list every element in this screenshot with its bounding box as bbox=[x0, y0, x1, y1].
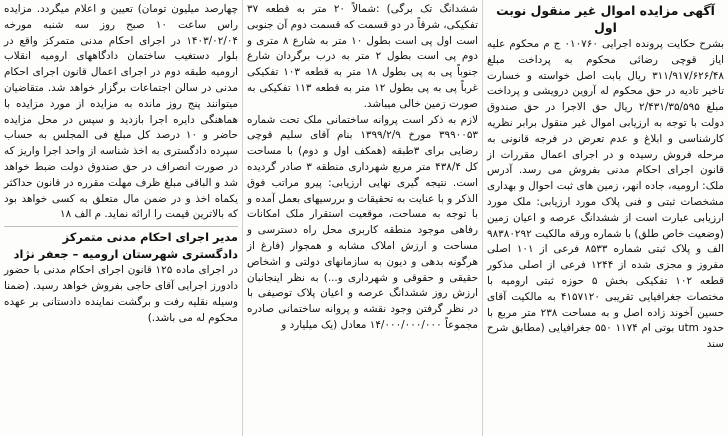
notice-column-right bbox=[483, 0, 728, 436]
notice-paragraph-valuation: لازم به ذکر است پروانه ساختمانی ملک تحت شماره ۳۹۹۰۰۵۳ مورخ ۱۳۹۹/۲/۹ بنام آقای سلیم قوچی رضایی برای ۳طبقه (همکف اول و دوم) با مساحت کل ۴۳۸/۴ متر مربع شهرداری منطقه ۳ صادر گردیده است. نتیجه گیری نهایی ارزیابی: پیرو مراتب فوق الذکر و با عنایت به تحقیقات و بررسیهای بعمل آمده و با توجه به مساحت، موقعیت استقرار ملک امکانات رفاهی موجود منطقه کاربری محل راه دسترسی و مساحت و ارزش املاک مشابه و همجوار (فارغ از هرگونه بدهی و دیون به سازمانهای دولتی و اشخاص حقیقی و حقوقی و شهرداری و...) به نظر اینجانبان ارزش روز ششدانگ عرصه و اعیان پلاک توصیفی با در نظر گرفتن وجود نقشه و پروانه ساختمانی صادره مجموعاً ۱۴/۰۰۰/۰۰۰/۰۰۰ معادل (یک میلیارد و bbox=[247, 113, 479, 331]
notice-column-middle bbox=[243, 0, 483, 436]
notice-paragraph-boundaries: ششدانگ تک برگی) :شمالاً ۲۰ متر به قطعه ۳۷ تفکیکی، شرقاً در دو قسمت که قسمت دوم آن جنوبی است اول پی است بطول ۱۰ متر به شارع ۸ متری و دوم پی است بطول ۲ متر به درب برگردان شارع جنوباً پی به پی بطول ۱۸ متر به قطعه ۱۰۳ تفکیکی غرباً پی به پی بطول ۱۲ متر به قطعه ۱۱۳ تفکیکی به صورت زمین خالی میباشد. bbox=[247, 3, 478, 110]
notice-paragraph-1: بشرح حکایت پرونده اجرایی ۰۱۰۷۶۰ ج م محکوم علیه ایاز قوچی رضائی محکوم به پرداخت مبلغ ۳۱۱/۹۱۷/۶۲۶/۴۸ ریال بابت اصل خواسته و خسارت تاخیر تادیه در حق محکوم له آروین درویشی و پرداخت مبلغ ۲/۴۳۱/۳۵/۵۹۵ ریال حق الاجرا در حق صندوق دولت با توجه به ارزیابی اموال غیر منقول برابر نظریه کارشناسی و ابلاغ و عدم تعرض در فرجه قانونی به مرحله فروش رسیده و در اجرای اعمال مقررات از قانون اجرای احکام مدنی بفروش می رسد. آدرس ملک: ارومیه، جاده انهر، زمین های ثبت احوال و بهداری مشخصات ثبتی و فنی پلاک مورد ارزیابی: ملک مورد ارزیابی عبارت است از ششدانگ عرصه و اعیان زمین (وضعیت خاص طلق) با شماره ورقه مالکیت ۹۸۳۸۰۲۹۲ الف و پلاک ثبتی شماره ۸۵۳۳ فرعی از ۱۰۱ اصلی مفروز و مجزی شده از ۱۲۴۴ فرعی از اصلی مذکور قطعه ۱۰۲ تفکیکی بخش ۵ حوزه ثبتی ارومیه با مختصات جغرافیایی تقریبی ۴۱۵۷۱۲۰ به مالکیت آقای حسین آخوند زاده اصل و به مساحت ۲۳۸ متر مربع با حدود utm بوتی ام ۱۱۷۴ ۵۵۰ جغرافیایی (مطابق شرح سند bbox=[487, 38, 725, 351]
notice-title: آگهی مزایده اموال غیر منقول نوبت اول bbox=[496, 3, 715, 35]
notice-paragraph-auction-terms: چهارصد میلیون تومان) تعیین و اعلام میگردد. مزایده راس ساعت ۱۰ صبح روز سه شنبه مورخه ۱۴۰۳/۰۲/۰۴ در اجرای احکام مدنی متمرکز واقع در بلوار دستغیب ساختمان دادگاههای ارومیه انقلاب ارومیه طبقه دوم در اجرای اعمال قانون اجرای احکام مدنی در سالن اجتماعات برگزار خواهد شد. متقاضیان میتوانند پنج روز مانده به مزایده از مورد مزایده با هماهنگی دایره اجرا بازدید و سپس در محل مزایده حاضر و ۱۰ درصد کل مبلغ فی المجلس به حساب سپرده دادگستری به اخذ شناسه از واحد اجرا واریز که در صورت انصراف در حق صندوق دولت ضبط خواهد شد و الباقی مبلغ ظرف مهلت مقرره در قانون حداکثر یکماه اخذ و در ضمن مال متعلق به کسی خواهد بود که بالاترین قیمت را ارائه نماید. م الف ۱۸ bbox=[4, 3, 238, 221]
notice-column-left bbox=[0, 0, 243, 436]
signature-heading: مدیر اجرای احکام مدنی متمرکز دادگستری شهرستان ارومیه – جعفر نژاد bbox=[13, 230, 238, 261]
section-divider bbox=[4, 226, 238, 227]
notice-paragraph-execution: در اجرای ماده ۱۲۵ قانون اجرای احکام مدنی با حضور دادورز اجرایی آقای حاجی بفروش خواهد رسید. (ضمنا وسیله نقلیه رفت و برگشت نماینده دادستانی بر عهده محکوم له می باشد.) bbox=[4, 264, 238, 324]
